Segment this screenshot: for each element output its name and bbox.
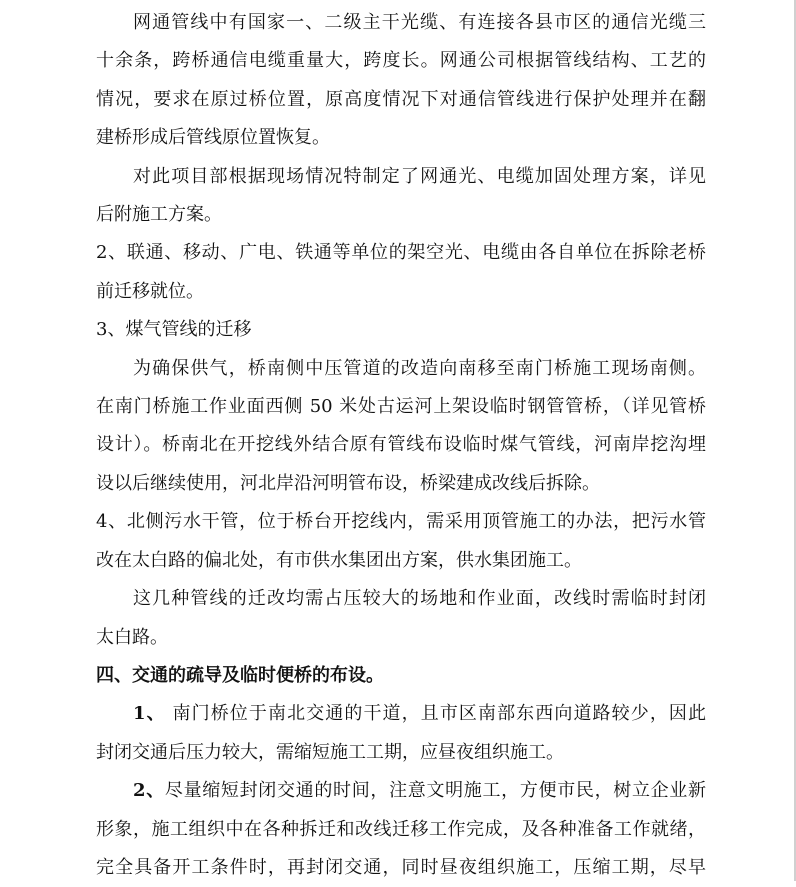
text-line: 形象，施工组织中在各种拆迁和改线迁移工作完成，及各种准备工作就绪， (96, 818, 706, 840)
text-line: 情况，要求在原过桥位置，原高度情况下对通信管线进行保护处理并在翻 (96, 88, 706, 110)
text-segment: 南门桥位于南北交通的干道，且市区南部东西向道路较少，因此 (165, 703, 706, 725)
paragraph-traffic-item-1 (96, 695, 706, 772)
text-line: 网通管线中有国家一、二级主干光缆、有连接各县市区的通信光缆三 (133, 12, 706, 33)
heading-text: 四、交通的疏导及临时便桥的布设。 (96, 664, 384, 686)
text-line: 建桥形成后管线原位置恢复。 (96, 127, 330, 149)
text-line: 3、煤气管线的迁移 (96, 319, 252, 341)
paragraph-reinforcement-plan (96, 158, 706, 235)
text-line: 封闭交通后压力较大，需缩短施工工期，应昼夜组织施工。 (96, 741, 564, 763)
text-line: 太白路。 (96, 626, 168, 648)
paragraph-item-4-sewage (96, 503, 706, 580)
paragraph-telecom-lines (96, 4, 706, 158)
text-line: 这几种管线的迁改均需占压较大的场地和作业面，改线时需临时封闭 (133, 588, 706, 610)
paragraph-gas-pipeline (96, 350, 706, 504)
text-line: 十余条，跨桥通信电缆重量大，跨度长。网通公司根据管线结构、工艺的 (96, 50, 706, 72)
text-line: 2、联通、移动、广电、铁通等单位的架空光、电缆由各自单位在拆除老桥 (96, 242, 706, 264)
text-line: 对此项目部根据现场情况特制定了网通光、电缆加固处理方案，详见 (133, 165, 706, 187)
paragraph-item-3-heading (96, 311, 706, 349)
text-line: 完全具备开工条件时，再封闭交通，同时昼夜组织施工，压缩工期，尽早 (96, 856, 706, 878)
document-body (96, 4, 706, 887)
text-line: 为确保供气，桥南侧中压管道的改造向南移至南门桥施工现场南侧。 (133, 357, 706, 379)
paragraph-road-closure (96, 580, 706, 657)
text-segment: 尽量缩短封闭交通的时间，注意文明施工，方便市民，树立企业新 (164, 780, 706, 802)
section-heading (96, 657, 706, 695)
text-line: 设计）。桥南北在开挖线外结合原有管线布设临时煤气管线，河南岸挖沟埋 (96, 434, 706, 456)
paragraph-traffic-item-2 (96, 772, 706, 887)
text-line: 设以后继续使用，河北岸沿河明管布设，桥梁建成改线后拆除。 (96, 472, 600, 494)
item-number: 1、 (133, 703, 166, 725)
paragraph-item-2-overhead-cables (96, 234, 706, 311)
text-line (96, 772, 706, 810)
text-line: 前迁移就位。 (96, 280, 204, 302)
item-number: 2、 (133, 780, 165, 802)
text-line: 4、北侧污水干管，位于桥台开挖线内，需采用顶管施工的办法，把污水管 (96, 511, 706, 533)
text-line: 在南门桥施工作业面西侧 50 米处古运河上架设临时钢管管桥，（详见管桥 (96, 396, 706, 418)
text-line: 改在太白路的偏北处，有市供水集团出方案，供水集团施工。 (96, 549, 582, 571)
text-line (96, 695, 706, 733)
text-line: 后附施工方案。 (96, 204, 222, 226)
